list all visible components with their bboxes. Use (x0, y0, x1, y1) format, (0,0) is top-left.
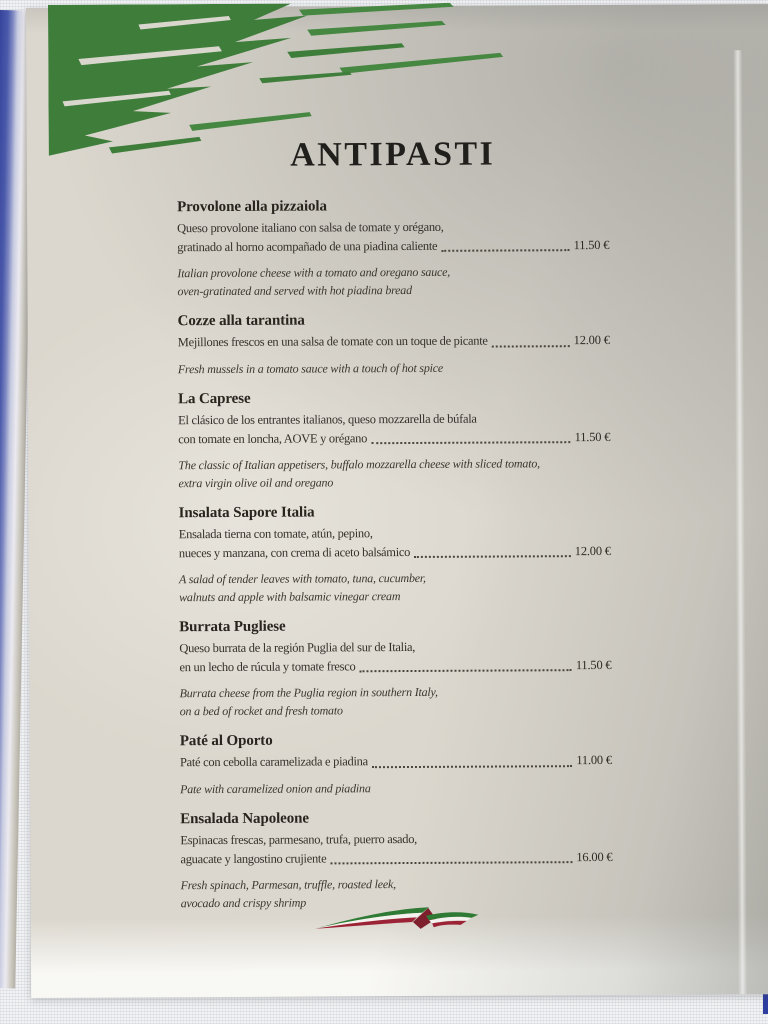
item-english-line: Burrata cheese from the Puglia region in southern Italy, (179, 684, 438, 701)
item-description-line (177, 235, 609, 256)
item-name: Burrata Pugliese (179, 618, 286, 636)
item-name: Insalata Sapore Italia (178, 504, 315, 522)
dotted-leader (359, 669, 571, 672)
item-description-text: gratinado al horno acompañado de una piadina caliente (177, 238, 438, 254)
menu-item (178, 387, 611, 492)
item-name: Ensalada Napoleone (180, 810, 309, 828)
item-english-line: Italian provolone cheese with a tomato and oregano sauce, (177, 264, 451, 281)
dotted-leader (330, 861, 572, 864)
menu-page (26, 4, 768, 998)
item-english-line: walnuts and apple with balsamic vinegar cream (179, 588, 401, 604)
item-english-line: avocado and crispy shrimp (180, 895, 307, 910)
item-description-english (179, 569, 611, 606)
item-english-line: A salad of tender leaves with tomato, tuna, cucumber, (178, 570, 426, 587)
item-english-line: extra virgin olive oil and oregano (178, 474, 334, 490)
dotted-leader (371, 441, 571, 444)
item-description-line (180, 751, 612, 772)
item-description-english (177, 263, 609, 300)
item-description (178, 409, 610, 448)
menu-items (177, 195, 613, 923)
section-title: ANTIPASTI (290, 135, 496, 174)
dotted-leader (372, 765, 573, 768)
dotted-leader (414, 555, 571, 558)
item-description-text: con tomate en loncha, AOVE y orégano (178, 430, 368, 446)
item-price: 16.00 € (576, 849, 613, 864)
item-price: 11.50 € (573, 237, 610, 252)
item-price: 12.00 € (573, 332, 610, 348)
item-english-line: on a bed of rocket and fresh tomato (179, 702, 343, 718)
item-description-line (178, 331, 610, 352)
item-description (179, 637, 611, 676)
item-name: La Caprese (178, 390, 251, 408)
item-price: 11.50 € (574, 429, 611, 444)
item-description-line: Queso burrata de la región Puglia del sur de Italia, (179, 639, 416, 656)
item-description (177, 217, 609, 256)
dotted-leader (441, 249, 569, 252)
menu-item (179, 501, 612, 606)
item-description-text: nueces y manzana, con crema di aceto balsámico (178, 544, 411, 560)
item-description-english (180, 683, 612, 720)
menu-item (179, 615, 612, 720)
item-name: Paté al Oporto (179, 732, 273, 750)
item-description-line: Ensalada tierna con tomate, atún, pepino, (178, 526, 373, 542)
item-description-line (178, 427, 610, 448)
item-price: 11.50 € (575, 657, 612, 672)
item-description (179, 523, 611, 562)
item-description (178, 331, 610, 352)
item-name: Cozze alla tarantina (177, 312, 305, 330)
item-english-line: Fresh mussels in a tomato sauce with a touch of hot spice (177, 360, 444, 376)
item-description-line: El clásico de los entrantes italianos, queso mozzarella de búfala (178, 411, 477, 428)
item-english-line: oven-gratinated and served with hot piadina bread (177, 282, 412, 298)
item-name: Provolone alla pizzaiola (177, 198, 327, 216)
item-description-line: Espinacas frescas, parmesano, trufa, puerro asado, (180, 831, 418, 848)
item-english-line: Fresh spinach, Parmesan, truffle, roasted leek, (180, 877, 396, 893)
item-english-line: Pate with caramelized onion and piadina (180, 780, 371, 796)
item-description-line: Queso provolone italiano con salsa de tomate y orégano, (177, 219, 444, 236)
item-description-text: en un lecho de rúcula y tomate fresco (179, 658, 356, 674)
item-description-english (178, 358, 610, 378)
menu-item (178, 309, 610, 378)
item-description-text: Mejillones frescos en una salsa de tomate con un toque de picante (177, 333, 488, 350)
item-description-line (179, 541, 611, 562)
menu-item (180, 807, 613, 912)
item-description-line (179, 655, 611, 676)
item-english-line: The classic of Italian appetisers, buffalo mozzarella cheese with sliced tomato, (178, 456, 540, 473)
item-description (180, 829, 612, 868)
item-description-english (178, 455, 610, 492)
dotted-leader (492, 345, 570, 347)
item-description-text: aguacate y langostino crujiente (180, 850, 327, 866)
item-description-line (180, 847, 612, 868)
menu-item (177, 195, 610, 300)
item-price: 11.00 € (576, 752, 612, 768)
italian-flag-ribbon-icon (181, 901, 613, 948)
item-description-english (180, 778, 612, 798)
item-description (180, 751, 612, 772)
menu-item (180, 729, 612, 798)
item-description-text: Paté con cebolla caramelizada e piadina (179, 754, 368, 770)
plastic-sleeve-highlight (733, 50, 747, 994)
item-price: 12.00 € (574, 543, 611, 558)
